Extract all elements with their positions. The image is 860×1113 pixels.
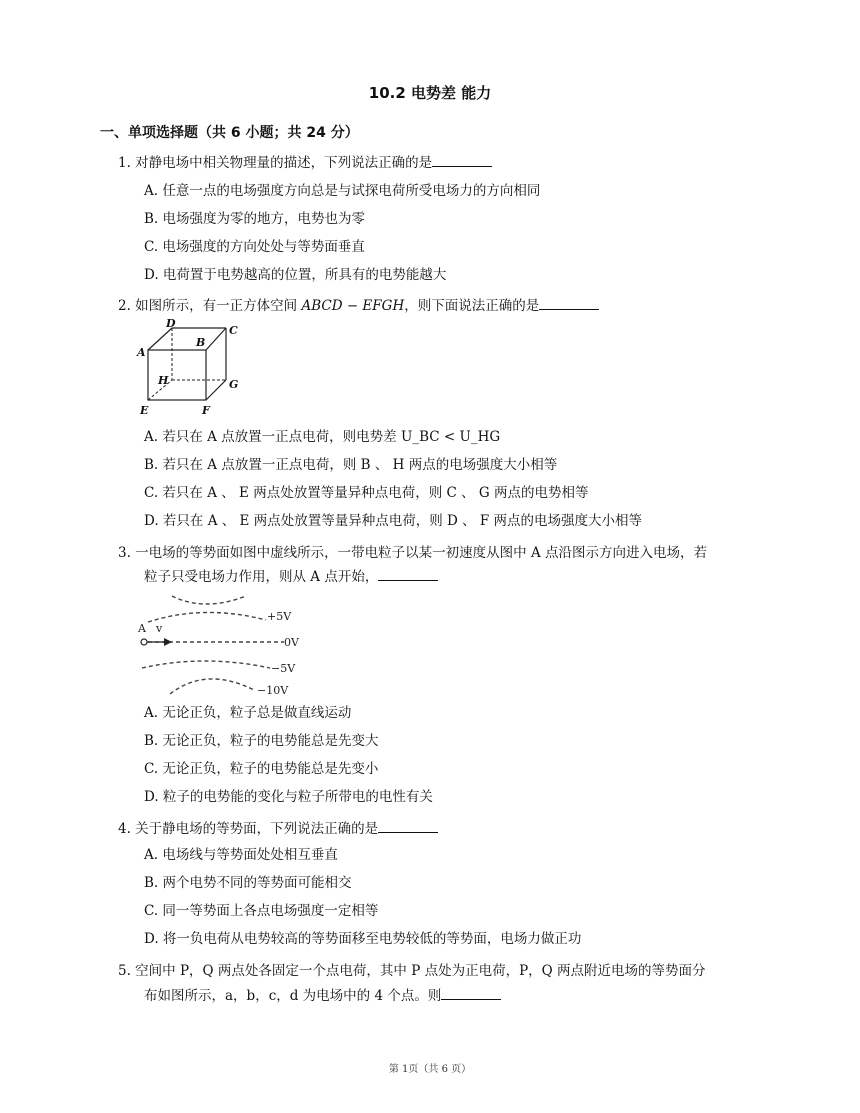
page-title: 10.2 电势差 能力: [368, 84, 492, 102]
question-3-option-d: D. 粒子的电势能的变化与粒子所带电的电性有关: [144, 789, 433, 805]
cube-label-h: H: [158, 374, 169, 387]
question-5-stem-line-2: 布如图所示，a，b，c，d 为电场中的 4 个点。则: [144, 987, 501, 1005]
equipotential-label-plus5v: +5V: [267, 610, 292, 623]
cube-label-b: B: [196, 336, 206, 349]
question-2-option-b: B. 若只在 A 点放置一正点电荷，则 B 、 H 两点的电场强度大小相等: [144, 457, 558, 473]
question-2-stem: 2. 如图所示，有一正方体空间 ABCD − EFGH，则下面说法正确的是: [118, 297, 599, 315]
question-4-option-b: B. 两个电势不同的等势面可能相交: [144, 875, 352, 891]
equipotential-label-0v: 0V: [284, 636, 299, 649]
question-5-stem-line-1: 5. 空间中 P，Q 两点处各固定一个点电荷，其中 P 点处为正电荷，P，Q 两点附近电场的等势面分: [118, 963, 706, 979]
question-2-option-d: D. 若只在 A 、 E 两点处放置等量异种点电荷，则 D 、 F 两点的电场强度大小相等: [144, 513, 643, 529]
cube-label-g: G: [229, 378, 239, 391]
equipotential-label-minus5v: −5V: [271, 662, 296, 675]
question-2-option-a: A. 若只在 A 点放置一正点电荷，则电势差 U_BC < U_HG: [144, 429, 501, 445]
question-1-option-a: A. 任意一点的电场强度方向总是与试探电荷所受电场力的方向相同: [144, 183, 541, 199]
cube-label-a: A: [137, 346, 146, 359]
answer-blank[interactable]: [378, 820, 438, 833]
cube-label-e: E: [140, 404, 149, 417]
answer-blank[interactable]: [432, 154, 492, 167]
cube-label-d: D: [166, 317, 176, 330]
cube-figure: [134, 316, 244, 422]
question-4-stem: 4. 关于静电场的等势面，下列说法正确的是: [118, 820, 438, 838]
question-3-stem-line-1: 3. 一电场的等势面如图中虚线所示，一带电粒子以某一初速度从图中 A 点沿图示方向进入电场，若: [118, 545, 708, 561]
question-3-option-b: B. 无论正负，粒子的电势能总是先变大: [144, 733, 379, 749]
question-3-option-c: C. 无论正负，粒子的电势能总是先变小: [144, 761, 379, 777]
question-1-option-d: D. 电荷置于电势越高的位置，所具有的电势能越大: [144, 267, 447, 283]
page-footer: 第 1页（共 6 页）: [388, 1064, 472, 1075]
question-3-stem-line-2: 粒子只受电场力作用，则从 A 点开始，: [144, 568, 438, 586]
equipotential-label-minus10v: −10V: [257, 684, 289, 697]
answer-blank[interactable]: [441, 987, 501, 1000]
question-4-option-a: A. 电场线与等势面处处相互垂直: [144, 847, 338, 863]
equipotential-figure: [134, 590, 304, 700]
answer-blank[interactable]: [378, 568, 438, 581]
cube-label-f: F: [202, 404, 210, 417]
point-a-label: A: [138, 622, 146, 635]
section-heading: 一、单项选择题（共 6 小题；共 24 分）: [100, 125, 359, 141]
question-1-stem: 1. 对静电场中相关物理量的描述，下列说法正确的是: [118, 154, 492, 172]
question-1-option-c: C. 电场强度的方向处处与等势面垂直: [144, 239, 365, 255]
question-4-option-c: C. 同一等势面上各点电场强度一定相等: [144, 903, 379, 919]
question-3-option-a: A. 无论正负，粒子总是做直线运动: [144, 705, 352, 721]
question-2-option-c: C. 若只在 A 、 E 两点处放置等量异种点电荷，则 C 、 G 两点的电势相等: [144, 485, 589, 501]
answer-blank[interactable]: [539, 297, 599, 310]
cube-label-c: C: [229, 324, 238, 337]
question-1-option-b: B. 电场强度为零的地方，电势也为零: [144, 211, 366, 227]
velocity-label: v: [156, 622, 163, 635]
question-4-option-d: D. 将一负电荷从电势较高的等势面移至电势较低的等势面，电场力做正功: [144, 931, 582, 947]
